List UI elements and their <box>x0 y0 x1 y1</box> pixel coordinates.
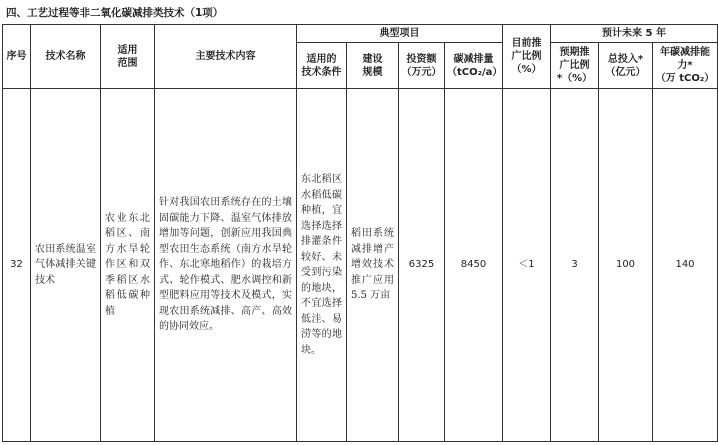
cell-tech-name: 农田系统温室气体减排关键技术 <box>31 89 101 442</box>
header-conditions: 适用的 技术条件 <box>297 43 347 89</box>
cell-seq: 32 <box>3 89 31 442</box>
header-total-invest: 总投入* （亿元） <box>599 43 653 89</box>
technology-table <box>2 24 718 442</box>
cell-annual-capacity: 140 <box>653 89 718 442</box>
cell-investment: 6325 <box>399 89 445 442</box>
header-investment: 投资额 （万元） <box>399 43 445 89</box>
cell-reduction: 8450 <box>445 89 503 442</box>
cell-current-ratio: ＜1 <box>503 89 551 442</box>
cell-scale: 稻田系统减排增产增效技术推广应用 5.5 万亩 <box>347 89 399 442</box>
header-scale: 建设 规模 <box>347 43 399 89</box>
cell-main-content: 针对我国农田系统存在的土壤固碳能力下降、温室气体排放增加等问题，创新应用我国典型农田生态系统（南方水旱轮作、东北寒地稻作）的栽培方式、轮作模式、肥水调控和新型肥料应用等技术及模式，实现农田系统减排、高产、高效的协同效应。 <box>155 89 297 442</box>
header-current-ratio: 目前推 广比例 （%） <box>503 25 551 89</box>
header-scope: 适用 范围 <box>101 25 155 89</box>
header-main-content: 主要技术内容 <box>155 25 297 89</box>
header-reduction: 碳减排量 （tCO₂/a） <box>445 43 503 89</box>
header-tech-name: 技术名称 <box>31 25 101 89</box>
header-seq: 序号 <box>3 25 31 89</box>
header-annual-capacity: 年碳减排能 力* （万 tCO₂） <box>653 43 718 89</box>
cell-scope: 农业东北稻区、南方水旱轮作区和双季稻区水稻低碳种植 <box>101 89 155 442</box>
table-row <box>3 89 718 442</box>
cell-total-invest: 100 <box>599 89 653 442</box>
header-typical-project: 典型项目 <box>297 25 503 43</box>
header-forecast: 预计未来 5 年 <box>551 25 718 43</box>
section-title: 四、工艺过程等非二氧化碳减排类技术（1项） <box>6 7 224 19</box>
cell-expected-ratio: 3 <box>551 89 599 442</box>
header-expected-ratio: 预期推 广比例 *（%） <box>551 43 599 89</box>
cell-conditions: 东北稻区水稻低碳种植，宜选择选择排灌条件较好、未受到污染的地块，不宜选择低洼、易涝等的地块。 <box>297 89 347 442</box>
